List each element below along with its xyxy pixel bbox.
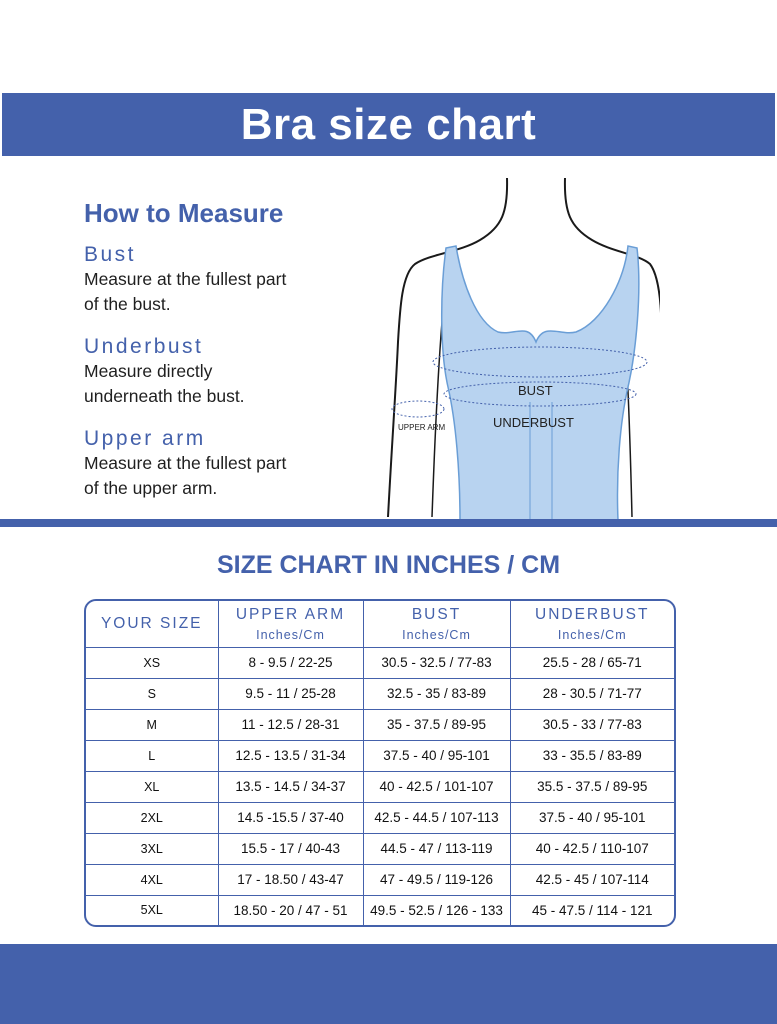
underbust-cell: 33 - 35.5 / 83-89	[510, 740, 674, 771]
table-row	[86, 802, 674, 833]
size-cell: S	[86, 678, 218, 709]
measure-description-line: underneath the bust.	[84, 386, 245, 406]
section-divider	[0, 519, 777, 527]
header-upper-arm: UPPER ARM Inches/Cm	[218, 601, 363, 648]
size-cell: 2XL	[86, 802, 218, 833]
size-cell: XS	[86, 648, 218, 679]
measure-description-line: of the upper arm.	[84, 478, 218, 498]
table-header-row	[86, 601, 674, 648]
table-row	[86, 771, 674, 802]
underbust-label: UNDERBUST	[493, 415, 574, 430]
measure-description-line: Measure at the fullest part	[84, 453, 287, 473]
measure-label: Underbust	[84, 335, 204, 358]
bust-cell: 49.5 - 52.5 / 126 - 133	[363, 895, 510, 925]
footer-band	[0, 944, 777, 1024]
upper-arm-cell: 17 - 18.50 / 43-47	[218, 864, 363, 895]
size-cell: 4XL	[86, 864, 218, 895]
measure-item-upper-arm	[84, 427, 384, 501]
title-banner	[2, 93, 775, 156]
underbust-cell: 28 - 30.5 / 71-77	[510, 678, 674, 709]
upper-arm-cell: 13.5 - 14.5 / 34-37	[218, 771, 363, 802]
measure-item-bust	[84, 243, 384, 317]
body-outline	[432, 322, 442, 517]
size-cell: M	[86, 709, 218, 740]
header-your-size: YOUR SIZE	[86, 601, 218, 648]
header-bust: BUST Inches/Cm	[363, 601, 510, 648]
bust-cell: 32.5 - 35 / 83-89	[363, 678, 510, 709]
underbust-cell: 35.5 - 37.5 / 89-95	[510, 771, 674, 802]
bust-cell: 37.5 - 40 / 95-101	[363, 740, 510, 771]
measure-item-underbust	[84, 335, 384, 409]
bust-cell: 30.5 - 32.5 / 77-83	[363, 648, 510, 679]
bust-label: BUST	[518, 383, 553, 398]
upper-arm-cell: 15.5 - 17 / 40-43	[218, 833, 363, 864]
underbust-cell: 45 - 47.5 / 114 - 121	[510, 895, 674, 925]
bust-cell: 35 - 37.5 / 89-95	[363, 709, 510, 740]
upper-arm-cell: 8 - 9.5 / 22-25	[218, 648, 363, 679]
size-cell: 3XL	[86, 833, 218, 864]
how-to-measure-section	[84, 198, 384, 519]
measure-description-line: Measure at the fullest part	[84, 269, 287, 289]
size-chart-table	[84, 599, 676, 927]
table-row	[86, 648, 674, 679]
underbust-cell: 37.5 - 40 / 95-101	[510, 802, 674, 833]
measure-label: Bust	[84, 243, 137, 266]
measure-description-line: of the bust.	[84, 294, 171, 314]
table-row	[86, 740, 674, 771]
underbust-cell: 30.5 - 33 / 77-83	[510, 709, 674, 740]
bust-cell: 42.5 - 44.5 / 107-113	[363, 802, 510, 833]
how-to-measure-heading: How to Measure	[84, 198, 284, 228]
body-measurement-illustration	[380, 172, 660, 520]
table-row	[86, 864, 674, 895]
upper-arm-cell: 18.50 - 20 / 47 - 51	[218, 895, 363, 925]
bust-cell: 47 - 49.5 / 119-126	[363, 864, 510, 895]
upper-arm-cell: 9.5 - 11 / 25-28	[218, 678, 363, 709]
measure-label: Upper arm	[84, 427, 206, 450]
header-underbust: UNDERBUST Inches/Cm	[510, 601, 674, 648]
underbust-cell: 42.5 - 45 / 107-114	[510, 864, 674, 895]
table-row	[86, 833, 674, 864]
bust-cell: 40 - 42.5 / 101-107	[363, 771, 510, 802]
size-cell: XL	[86, 771, 218, 802]
underbust-cell: 25.5 - 28 / 65-71	[510, 648, 674, 679]
bust-cell: 44.5 - 47 / 113-119	[363, 833, 510, 864]
measure-description-line: Measure directly	[84, 361, 213, 381]
underbust-cell: 40 - 42.5 / 110-107	[510, 833, 674, 864]
upper-arm-cell: 12.5 - 13.5 / 31-34	[218, 740, 363, 771]
upper-arm-label: UPPER ARM	[398, 423, 446, 432]
size-cell: 5XL	[86, 895, 218, 925]
table-row	[86, 678, 674, 709]
size-chart-title: SIZE CHART IN INCHES / CM	[216, 551, 561, 579]
upper-arm-cell: 14.5 -15.5 / 37-40	[218, 802, 363, 833]
table-row	[86, 709, 674, 740]
size-cell: L	[86, 740, 218, 771]
upper-arm-cell: 11 - 12.5 / 28-31	[218, 709, 363, 740]
table-row	[86, 895, 674, 925]
page-title: Bra size chart	[240, 99, 537, 149]
